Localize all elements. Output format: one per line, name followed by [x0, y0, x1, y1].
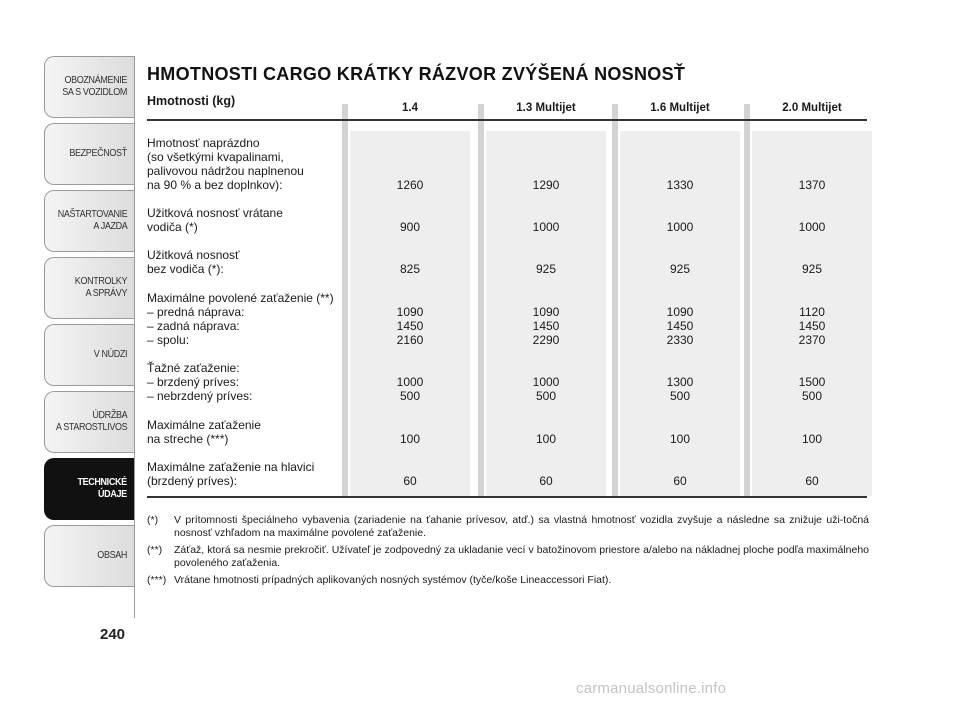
nav-tab-bezpecnost[interactable] [44, 123, 134, 185]
nav-tab-v-nudzi[interactable] [44, 324, 134, 386]
footnote-text: V prítomnosti špeciálneho vybavenia (zariadenie na ťahanie prívesov, atď.) sa vlastná hmotnosť vozidla zvyšuje a následne sa znižuje uži-točná nosnosť vzhľadom na maximálne povolené zaťaženie. [174, 514, 869, 539]
table-cell: 1000 [798, 220, 826, 234]
footnote-text: Záťaž, ktorá sa nesmie prekročiť. Užívateľ je zodpovedný za ukladanie vecí v batožinovom priestore a/alebo na nákladnej ploche podľa maximálneho povoleného zaťaženia. [174, 544, 869, 569]
column-separator [478, 104, 484, 496]
row-label: Maximálne povolené zaťaženie (**) – predná náprava: – zadná náprava: – spolu: [147, 291, 334, 347]
table-label-header: Hmotnosti (kg) [147, 94, 236, 108]
table-cell: 1000 500 [396, 375, 424, 403]
table-cell: 900 [399, 220, 421, 234]
header-rule [147, 119, 867, 121]
page-title: HMOTNOSTI CARGO KRÁTKY RÁZVOR ZVÝŠENÁ NOSNOSŤ [147, 64, 686, 84]
footnote-mark: (**) [147, 544, 163, 556]
nav-tab-nastartovanie[interactable] [44, 190, 134, 252]
row-label: Ťažné zaťaženie: – brzdený príves: – nebrzdený príves: [147, 361, 253, 403]
nav-tab-label: ÚDRŽBA A STAROSTLIVOS [55, 410, 127, 433]
footnote-mark: (*) [147, 514, 159, 526]
table-cell: 825 [399, 262, 421, 276]
row-label: Užitková nosnosť vrátane vodiča (*) [147, 206, 283, 234]
table-cell: 1260 [396, 178, 424, 192]
nav-tab-obsah[interactable] [44, 525, 134, 587]
footnote [147, 544, 869, 570]
table-cell: 60 [539, 474, 553, 488]
table-cell: 60 [403, 474, 417, 488]
table-cell: 1000 [666, 220, 694, 234]
nav-tab-label: OBOZNÁMENIE SA S VOZIDLOM [62, 75, 127, 98]
table-cell: 1330 [666, 178, 694, 192]
table-cell: 1500 500 [798, 375, 826, 403]
table-cell: 1000 500 [532, 375, 560, 403]
row-label: Maximálne zaťaženie na hlavici (brzdený príves): [147, 460, 315, 488]
table-cell: 925 [669, 262, 691, 276]
table-cell: 925 [801, 262, 823, 276]
row-label: Užitková nosnosť bez vodiča (*): [147, 248, 240, 276]
table-cell: 1370 [798, 178, 826, 192]
nav-tab-oboznamenie[interactable] [44, 56, 134, 118]
table-cell: 1000 [532, 220, 560, 234]
nav-tab-technicke-udaje[interactable] [44, 458, 134, 520]
table-cell: 1090 1450 2160 [396, 305, 424, 347]
table-cell: 100 [399, 432, 421, 446]
table-cell: 60 [805, 474, 819, 488]
nav-tab-label: V NÚDZI [93, 349, 127, 360]
side-divider [134, 56, 135, 618]
column-header: 1.4 [402, 102, 418, 114]
footnote-mark: (***) [147, 574, 167, 586]
nav-tab-label: BEZPEČNOSŤ [69, 148, 127, 159]
table-bottom-rule [147, 496, 867, 498]
row-label: Maximálne zaťaženie na streche (***) [147, 418, 261, 446]
footnote [147, 514, 869, 540]
nav-tab-kontrolky[interactable] [44, 257, 134, 319]
column-header: 2.0 Multijet [782, 102, 842, 114]
column-header: 1.6 Multijet [650, 102, 710, 114]
table-cell: 60 [673, 474, 687, 488]
column-separator [612, 104, 618, 496]
nav-tab-label: KONTROLKY A SPRÁVY [74, 276, 127, 299]
row-label: Hmotnosť naprázdno (so všetkými kvapalinami, palivovou nádržou naplnenou na 90 % a bez doplnkov): [147, 136, 304, 192]
column-separator [744, 104, 750, 496]
table-cell: 1120 1450 2370 [798, 305, 826, 347]
table-cell: 100 [535, 432, 557, 446]
nav-tab-label: TECHNICKÉ ÚDAJE [77, 477, 127, 500]
page-number: 240 [100, 626, 126, 643]
table-cell: 1290 [532, 178, 560, 192]
table-cell: 1090 1450 2330 [666, 305, 694, 347]
column-header: 1.3 Multijet [516, 102, 576, 114]
table-cell: 100 [801, 432, 823, 446]
nav-tab-label: NAŠTARTOVANIE A JAZDA [57, 209, 127, 232]
table-cell: 925 [535, 262, 557, 276]
footnote [147, 574, 869, 587]
table-cell: 100 [669, 432, 691, 446]
nav-tab-udrzba[interactable] [44, 391, 134, 453]
nav-tab-label: OBSAH [97, 550, 127, 561]
side-navigation [44, 56, 134, 592]
table-cell: 1300 500 [666, 375, 694, 403]
footnote-text: Vrátane hmotnosti prípadných aplikovaných nosných systémov (tyče/koše Lineaccessori Fiat). [174, 574, 612, 586]
table-cell: 1090 1450 2290 [532, 305, 560, 347]
watermark: carmanualsonline.info [576, 680, 727, 697]
